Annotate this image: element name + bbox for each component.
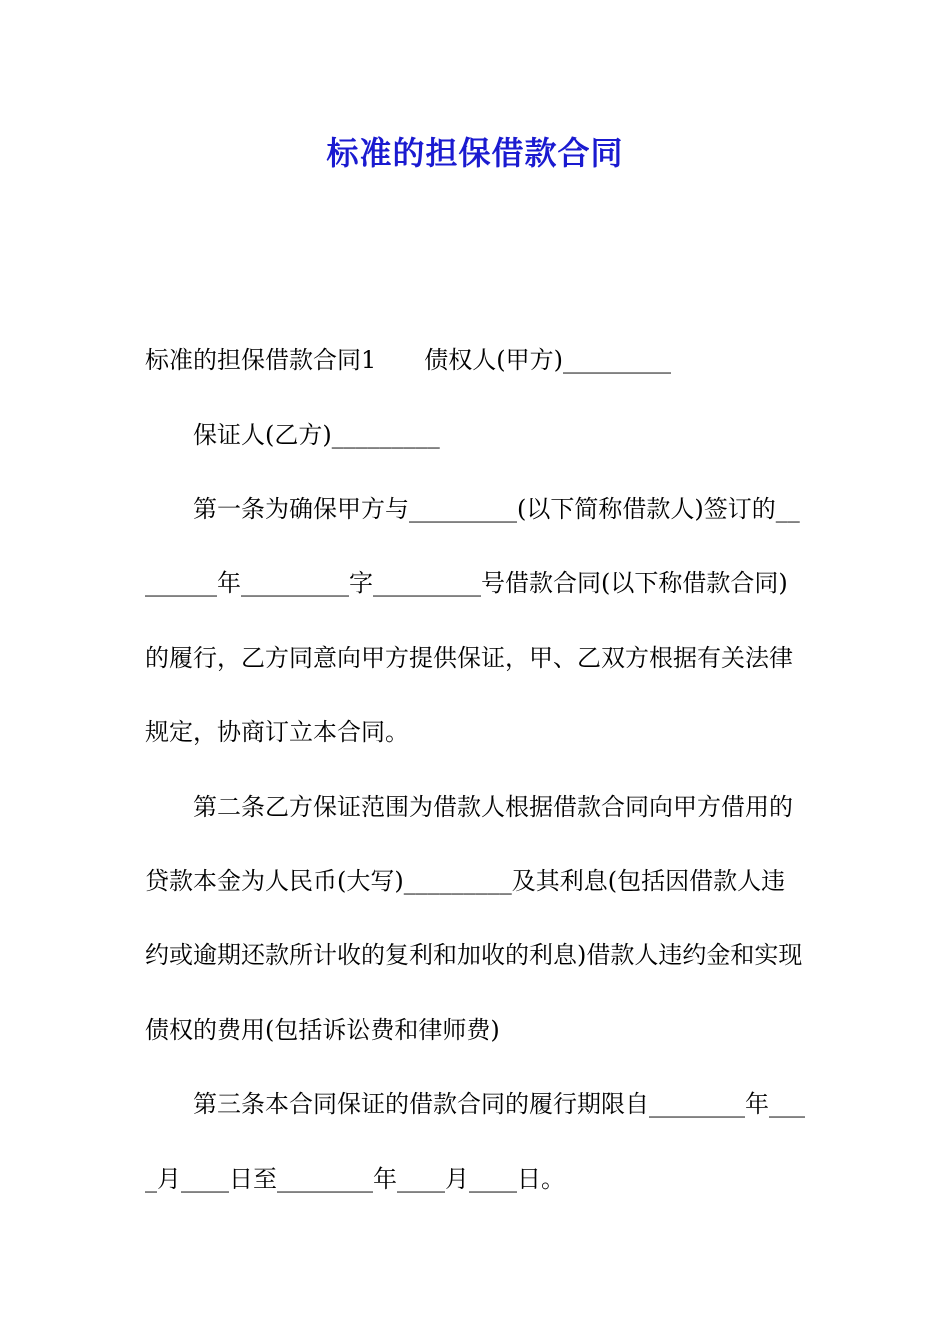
text-line: ______年_________字_________号借款合同(以下称借款合同) [145, 569, 788, 597]
text-line: 规定，协商订立本合同。 [145, 718, 409, 746]
text-line: 债权的费用(包括诉讼费和律师费) [145, 1016, 500, 1044]
text-line: 保证人(乙方)_________ [193, 421, 440, 449]
text-line: 标准的担保借款合同1 债权人(甲方)_________ [145, 346, 671, 374]
text-line: 第一条为确保甲方与_________(以下简称借款人)签订的__ [193, 495, 800, 523]
text-line: 约或逾期还款所计收的复利和加收的利息)借款人违约金和实现 [145, 941, 803, 969]
document-title: 标准的担保借款合同 [326, 134, 624, 172]
text-line: _月____日至________年____月____日。 [145, 1165, 565, 1193]
text-line: 第三条本合同保证的借款合同的履行期限自________年___ [193, 1090, 805, 1118]
text-line: 贷款本金为人民币(大写)_________及其利息(包括因借款人违 [145, 867, 786, 895]
text-line: 的履行，乙方同意向甲方提供保证，甲、乙双方根据有关法律 [145, 644, 793, 672]
text-line: 第二条乙方保证范围为借款人根据借款合同向甲方借用的 [193, 793, 793, 821]
